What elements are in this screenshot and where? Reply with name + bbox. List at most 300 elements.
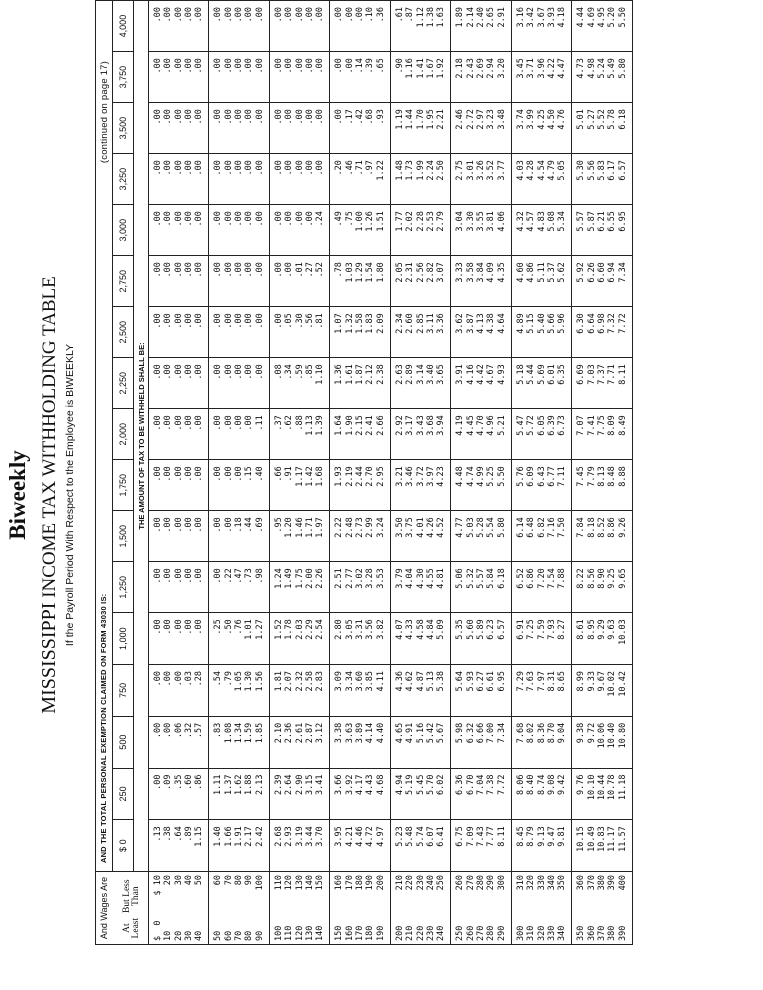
tax-amount: 4.11 <box>375 671 386 692</box>
tax-amount: 3.74 <box>515 109 526 130</box>
tax-cell <box>269 358 329 409</box>
tax-cell <box>269 1 329 52</box>
tax-amount: 6.77 <box>546 466 557 487</box>
tax-amount: 3.84 <box>476 262 487 283</box>
exemption-header: 4,000 <box>113 1 134 52</box>
at-least-value: 380 <box>607 925 618 941</box>
tax-amount: 2.51 <box>334 568 345 589</box>
tax-amount: .00 <box>194 7 205 23</box>
tax-amount: 2.79 <box>436 211 447 232</box>
tax-amount: 3.77 <box>496 160 507 181</box>
tax-cell <box>149 665 209 717</box>
tax-cell <box>390 409 450 460</box>
wage-bracket-group <box>209 1 269 945</box>
tax-amount: 3.55 <box>476 211 487 232</box>
tax-amount: 3.26 <box>476 160 487 181</box>
tax-amount: 4.30 <box>415 568 426 589</box>
tax-cell <box>209 307 269 358</box>
tax-amount: 1.58 <box>355 313 366 334</box>
tax-amount: 5.25 <box>486 466 497 487</box>
tax-amount: 2.99 <box>365 517 376 538</box>
tax-cell <box>209 613 269 665</box>
tax-amount: .61 <box>394 7 405 23</box>
tax-amount: 4.86 <box>526 262 537 283</box>
tax-amount: 6.39 <box>546 415 557 436</box>
exemption-header: 3,250 <box>113 154 134 205</box>
tax-amount: .00 <box>244 58 255 74</box>
tax-amount: 4.21 <box>344 826 355 847</box>
tax-amount: .00 <box>273 262 284 278</box>
tax-amount: 2.97 <box>476 109 487 130</box>
tax-amount: 1.22 <box>375 160 386 181</box>
wage-range <box>455 875 465 941</box>
wage-range <box>345 875 355 941</box>
at-least-value: 100 <box>273 925 284 941</box>
tax-cell <box>269 154 329 205</box>
tax-amount: .00 <box>244 364 255 380</box>
tax-amount: .00 <box>163 109 174 125</box>
tax-amount: 7.37 <box>596 364 607 385</box>
tax-amount: 3.19 <box>294 826 305 847</box>
tax-amount: 2.58 <box>304 671 315 692</box>
tax-amount: 1.99 <box>415 160 426 181</box>
tax-amount: .89 <box>183 826 194 842</box>
tax-amount: 6.73 <box>557 415 568 436</box>
tax-amount: .00 <box>244 313 255 329</box>
tax-amount: 1.00 <box>355 211 366 232</box>
tax-cell <box>390 665 450 717</box>
tax-amount: .00 <box>234 466 245 482</box>
tax-amount: 5.78 <box>607 109 618 130</box>
tax-amount: .15 <box>244 466 255 482</box>
tax-amount: 10.49 <box>586 826 597 852</box>
tax-amount: 10.10 <box>586 774 597 801</box>
tax-cell <box>269 665 329 717</box>
tax-amount: 1.51 <box>375 211 386 232</box>
tax-amount: 2.56 <box>415 262 426 283</box>
wage-bracket-group <box>330 1 390 945</box>
at-least-value: 360 <box>586 925 597 941</box>
tax-amount: .00 <box>223 262 234 278</box>
tax-amount: .00 <box>163 671 174 687</box>
at-least-value: 220 <box>415 925 426 941</box>
tax-amount: 1.62 <box>234 774 245 796</box>
tax-amount: .00 <box>284 109 295 125</box>
tax-amount: 4.87 <box>415 671 426 692</box>
tax-amount: 1.95 <box>425 109 436 130</box>
tax-amount: .36 <box>375 7 386 23</box>
tax-cell <box>209 562 269 613</box>
tax-amount: .32 <box>183 722 194 739</box>
tax-amount: 1.90 <box>344 415 355 436</box>
tax-amount: .00 <box>213 568 224 584</box>
less-than-value: 220 <box>405 875 416 891</box>
wage-range <box>365 875 375 941</box>
tax-amount: .86 <box>194 774 205 790</box>
tax-amount: 10.83 <box>596 826 607 852</box>
amount-header: THE AMOUNT OF TAX TO BE WITHHELD SHALL BE: <box>134 1 149 872</box>
tax-amount: 3.36 <box>436 313 447 334</box>
tax-amount: 8.02 <box>526 722 537 744</box>
tax-amount: .97 <box>365 160 376 176</box>
at-least-value: 210 <box>405 925 416 941</box>
tax-amount: .00 <box>183 415 194 431</box>
tax-amount: 3.75 <box>405 517 416 538</box>
tax-amount: .00 <box>213 160 224 176</box>
tax-amount: 8.11 <box>617 364 628 385</box>
tax-amount: .00 <box>163 466 174 482</box>
tax-amount: 4.28 <box>526 160 537 181</box>
tax-amount: .00 <box>304 160 315 176</box>
tax-amount: 7.32 <box>607 313 618 334</box>
tax-amount: .00 <box>163 364 174 380</box>
tax-amount: 7.75 <box>596 415 607 436</box>
tax-amount: .00 <box>223 7 234 23</box>
tax-amount: 5.76 <box>515 466 526 487</box>
tax-amount: 4.03 <box>515 160 526 181</box>
tax-cell <box>451 613 511 665</box>
tax-cell <box>269 613 329 665</box>
tax-amount: 4.43 <box>365 774 376 796</box>
tax-cell <box>390 154 450 205</box>
wage-range <box>436 875 446 941</box>
tax-amount: 2.09 <box>375 313 386 334</box>
tax-amount: 5.70 <box>425 774 436 796</box>
tax-amount: 5.57 <box>476 568 487 589</box>
tax-amount: .10 <box>365 7 376 23</box>
tax-cell <box>209 665 269 717</box>
tax-amount: .35 <box>173 774 184 790</box>
tax-amount: 5.69 <box>536 364 547 385</box>
at-least-value: 240 <box>436 925 447 941</box>
tax-cell <box>390 716 450 768</box>
tax-amount: .00 <box>334 7 345 23</box>
tax-amount: 3.50 <box>394 517 405 538</box>
tax-amount: 1.26 <box>365 211 376 232</box>
tax-amount: 3.53 <box>375 568 386 589</box>
at-least-value: 30 <box>183 930 194 941</box>
less-than-value: 280 <box>476 875 487 891</box>
tax-amount: 3.43 <box>415 415 426 436</box>
less-than-value: 50 <box>194 875 205 886</box>
tax-cell <box>390 256 450 307</box>
tax-amount: 1.67 <box>425 58 436 79</box>
tax-cell <box>511 409 571 460</box>
tax-amount: 1.87 <box>355 364 366 385</box>
less-than-value: 140 <box>304 875 315 891</box>
tax-cell <box>572 768 632 820</box>
period-line: If the Payroll Period With Respect to the Employee is BIWEEKLY <box>64 343 76 647</box>
tax-amount: 4.23 <box>436 466 447 487</box>
tax-amount: 7.79 <box>586 466 597 487</box>
wage-range-cell <box>149 872 209 945</box>
tax-amount: 9.67 <box>596 671 607 692</box>
tax-amount: 2.28 <box>415 211 426 232</box>
less-than-value: 120 <box>284 875 295 891</box>
tax-cell <box>330 613 390 665</box>
wage-range <box>597 875 607 941</box>
tax-amount: 8.79 <box>526 826 537 847</box>
wage-range-cell <box>451 872 511 945</box>
tax-amount: 7.77 <box>486 826 497 847</box>
tax-amount: .18 <box>234 517 245 533</box>
tax-amount: .00 <box>194 415 205 431</box>
wage-range <box>234 875 244 941</box>
tax-amount: 1.46 <box>294 517 305 538</box>
tax-cell <box>209 52 269 103</box>
tax-amount: 1.89 <box>455 7 466 28</box>
tax-amount: 3.07 <box>436 262 447 283</box>
tax-cell <box>451 820 511 872</box>
tax-amount: .57 <box>194 722 205 739</box>
tax-amount: 6.41 <box>436 826 447 847</box>
tax-amount: .00 <box>234 313 245 329</box>
tax-amount: 7.72 <box>496 774 507 796</box>
tax-amount: .00 <box>213 313 224 329</box>
tax-amount: 3.20 <box>496 58 507 79</box>
tax-amount: 8.99 <box>576 671 587 692</box>
tax-cell <box>209 1 269 52</box>
tax-amount: 1.85 <box>254 722 265 744</box>
tax-amount: .00 <box>173 109 184 125</box>
tax-amount: 2.64 <box>284 774 295 796</box>
tax-amount: 2.15 <box>355 415 366 436</box>
tax-amount: 4.22 <box>546 58 557 79</box>
tax-amount: 5.34 <box>557 211 568 232</box>
claim-header-text: AND THE TOTAL PERSONAL EXEMPTION CLAIMED ON FORM 43030 IS: <box>98 593 108 864</box>
tax-amount: 6.18 <box>496 568 507 589</box>
tax-amount: .95 <box>273 517 284 533</box>
tax-amount: 3.93 <box>546 7 557 28</box>
tax-cell <box>511 1 571 52</box>
less-than-value: 150 <box>315 875 326 891</box>
tax-amount: 6.01 <box>546 364 557 385</box>
tax-amount: 2.07 <box>284 671 295 692</box>
at-least-value: 200 <box>394 925 405 941</box>
tax-amount: 3.96 <box>536 58 547 79</box>
tax-amount: .46 <box>344 160 355 176</box>
tax-amount: .01 <box>294 262 305 278</box>
tax-amount: 8.90 <box>596 568 607 589</box>
tax-cell <box>209 103 269 154</box>
tax-amount: .00 <box>234 364 245 380</box>
tax-amount: 2.93 <box>284 826 295 847</box>
tax-amount: 3.62 <box>455 313 466 334</box>
tax-amount: .00 <box>223 415 234 431</box>
tax-amount: 2.40 <box>476 7 487 28</box>
wage-range <box>557 875 567 941</box>
but-less-than-label: But Less Than <box>122 879 141 913</box>
tax-cell <box>451 205 511 256</box>
tax-amount: 1.56 <box>254 671 265 692</box>
tax-cell <box>572 409 632 460</box>
tax-amount: 1.08 <box>223 722 234 744</box>
at-least-value: 10 <box>163 930 174 941</box>
tax-cell <box>149 1 209 52</box>
exemption-header: 2,000 <box>113 409 134 460</box>
tax-amount: 1.36 <box>334 364 345 385</box>
tax-amount: .00 <box>254 109 265 125</box>
tax-amount: 5.20 <box>607 7 618 28</box>
less-than-value: 400 <box>617 875 628 891</box>
tax-amount: 3.04 <box>455 211 466 232</box>
tax-amount: .00 <box>194 364 205 380</box>
exemption-header: 750 <box>113 665 134 717</box>
tax-cell <box>572 154 632 205</box>
tax-cell <box>390 460 450 511</box>
wage-range <box>274 875 284 941</box>
tax-amount: 3.14 <box>415 364 426 385</box>
tax-amount: .05 <box>284 313 295 329</box>
tax-amount: .56 <box>304 313 315 329</box>
tax-amount: 5.60 <box>465 619 476 640</box>
tax-amount: 3.95 <box>334 826 345 847</box>
tax-amount: 7.34 <box>617 262 628 283</box>
tax-cell <box>390 358 450 409</box>
less-than-value: 320 <box>526 875 537 891</box>
tax-cell <box>390 562 450 613</box>
tax-amount: 9.04 <box>557 722 568 744</box>
tax-amount: 1.42 <box>304 466 315 487</box>
at-least-value: 140 <box>315 925 326 941</box>
tax-amount: 3.92 <box>344 774 355 796</box>
tax-amount: 2.21 <box>436 109 447 130</box>
tax-amount: 7.04 <box>476 774 487 796</box>
tax-amount: 3.82 <box>375 619 386 640</box>
tax-cell <box>451 511 511 562</box>
less-than-value: 230 <box>415 875 426 891</box>
tax-amount: 8.86 <box>607 517 618 538</box>
exemption-header: 1,750 <box>113 460 134 511</box>
tax-amount: 3.81 <box>486 211 497 232</box>
tax-amount: 8.95 <box>586 619 597 640</box>
tax-amount: 8.56 <box>586 568 597 589</box>
tax-cell <box>572 665 632 717</box>
tax-amount: 2.41 <box>365 415 376 436</box>
tax-amount: 6.57 <box>496 619 507 640</box>
tax-amount: .00 <box>173 619 184 635</box>
less-than-value: 240 <box>425 875 436 891</box>
tax-amount: 5.08 <box>546 211 557 232</box>
tax-amount: 4.55 <box>425 568 436 589</box>
less-than-value: 90 <box>244 875 255 886</box>
tax-amount: 5.09 <box>436 619 447 640</box>
tax-amount: 2.38 <box>375 364 386 385</box>
tax-amount: .68 <box>365 109 376 125</box>
tax-amount: .00 <box>284 7 295 23</box>
less-than-value: 70 <box>223 875 234 886</box>
tax-amount: 5.62 <box>557 262 568 283</box>
tax-amount: .00 <box>173 364 184 380</box>
tax-cell <box>390 820 450 872</box>
tax-amount: 5.66 <box>546 313 557 334</box>
tax-amount: 1.92 <box>436 58 447 79</box>
tax-amount: 3.30 <box>465 211 476 232</box>
tax-cell <box>149 154 209 205</box>
tax-amount: .00 <box>254 58 265 74</box>
tax-amount: 6.75 <box>455 826 466 847</box>
tax-amount: 6.35 <box>557 364 568 385</box>
tax-amount: 10.03 <box>617 619 628 645</box>
tax-cell <box>451 665 511 717</box>
tax-amount: 7.07 <box>576 415 587 436</box>
tax-amount: .00 <box>173 466 184 482</box>
tax-cell <box>269 460 329 511</box>
wage-range <box>224 875 234 941</box>
tax-cell <box>209 716 269 768</box>
tax-amount: 9.63 <box>607 619 618 640</box>
tax-amount: 5.54 <box>486 517 497 538</box>
tax-amount: 10.02 <box>607 671 618 697</box>
tax-amount: 1.15 <box>194 826 205 847</box>
tax-cell <box>390 205 450 256</box>
tax-amount: 2.31 <box>405 262 416 283</box>
wage-range <box>153 875 163 941</box>
tax-cell <box>511 562 571 613</box>
tax-amount: .00 <box>213 364 224 380</box>
tax-cell <box>451 103 511 154</box>
at-least-value: 320 <box>536 925 547 941</box>
tax-amount: 4.79 <box>546 160 557 181</box>
tax-amount: .00 <box>163 7 174 23</box>
tax-amount: 5.98 <box>455 722 466 744</box>
tax-amount: 2.03 <box>294 619 305 640</box>
tax-amount: 5.45 <box>415 774 426 796</box>
tax-amount: .00 <box>173 58 184 74</box>
tax-cell <box>149 768 209 820</box>
tax-amount: 4.68 <box>375 774 386 796</box>
tax-cell <box>511 358 571 409</box>
wage-range <box>295 875 305 941</box>
wage-range-cell <box>511 872 571 945</box>
tax-cell <box>269 716 329 768</box>
tax-amount: .00 <box>304 211 315 227</box>
tax-amount: .00 <box>273 313 284 329</box>
tax-cell <box>330 1 390 52</box>
tax-amount: 2.85 <box>415 313 426 334</box>
tax-amount: 6.66 <box>476 722 487 744</box>
tax-cell <box>209 205 269 256</box>
tax-amount: 3.41 <box>315 774 326 796</box>
tax-amount: 6.21 <box>596 211 607 232</box>
tax-amount: 1.19 <box>394 109 405 130</box>
tax-amount: 5.92 <box>576 262 587 283</box>
tax-amount: 2.83 <box>315 671 326 692</box>
tax-amount: .00 <box>163 313 174 329</box>
tax-amount: 7.20 <box>536 568 547 589</box>
tax-amount: 2.91 <box>496 7 507 28</box>
tax-amount: 3.89 <box>355 722 366 744</box>
tax-amount: 2.10 <box>273 722 284 744</box>
tax-amount: .03 <box>183 671 194 687</box>
tax-amount: 5.42 <box>425 722 436 744</box>
tax-amount: 6.48 <box>526 517 537 538</box>
tax-amount: 8.65 <box>557 671 568 692</box>
tax-amount: .00 <box>355 7 366 23</box>
tax-amount: 3.33 <box>455 262 466 283</box>
tax-amount: 4.18 <box>557 7 568 28</box>
less-than-value: 40 <box>183 875 194 886</box>
tax-amount: 1.54 <box>365 262 376 283</box>
tax-amount: 7.93 <box>546 619 557 640</box>
tax-amount: .00 <box>153 313 163 329</box>
tax-amount: 4.72 <box>365 826 376 847</box>
at-least-value: 80 <box>244 930 255 941</box>
tax-amount: .00 <box>163 568 174 584</box>
tax-amount: .00 <box>183 160 194 176</box>
tax-amount: .37 <box>273 415 284 431</box>
tax-amount: 1.07 <box>334 313 345 334</box>
